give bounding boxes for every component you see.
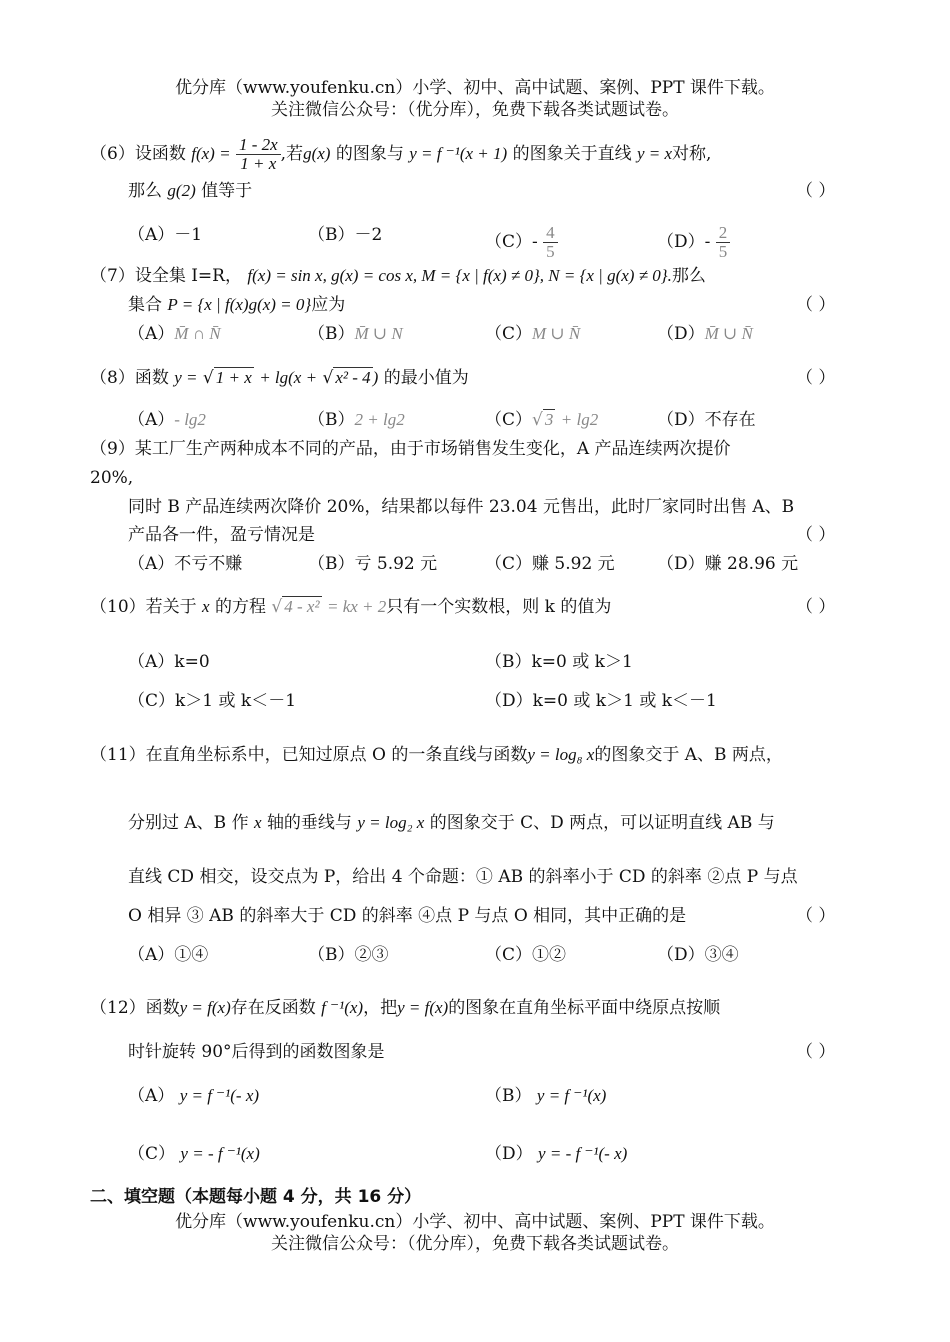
q8-answer-blank[interactable]: （ ） xyxy=(796,368,836,388)
q12-option-d[interactable]: （D） y = - f ⁻¹(- x) xyxy=(485,1144,628,1164)
q12-line-1: （12）函数y = f(x)存在反函数 f ⁻¹(x)，把y = f(x)的图象在直角坐标平面中绕原点按顺 xyxy=(90,998,721,1018)
q6-option-a[interactable]: （A）－1 xyxy=(128,225,203,245)
q12-option-a[interactable]: （A） y = f ⁻¹(- x) xyxy=(128,1086,260,1106)
q11-option-b[interactable]: （B）②③ xyxy=(308,945,389,965)
q9-option-b[interactable]: （B）亏 5.92 元 xyxy=(308,554,438,574)
q10-option-b[interactable]: （B）k=0 或 k＞1 xyxy=(485,652,633,672)
q7-answer-blank[interactable]: （ ） xyxy=(796,295,836,315)
q11-option-c[interactable]: （C）①② xyxy=(485,945,567,965)
q6-fraction: $\frac{1 - 2x}{1 + x}$ xyxy=(236,136,281,173)
q9-option-a[interactable]: （A）不亏不赚 xyxy=(128,554,243,574)
q11-option-a[interactable]: （A）①④ xyxy=(128,945,209,965)
q8-option-a[interactable]: （A）- lg2 xyxy=(128,410,206,430)
footer-line-2: 关注微信公众号：（优分库），免费下载各类试题试卷。 xyxy=(271,1234,679,1254)
q9-line-3: 同时 B 产品连续两次降价 20%，结果都以每件 23.04 元售出，此时厂家同时出售 A、B xyxy=(128,497,795,517)
q6-line-2: 那么 g(2) 值等于 xyxy=(128,181,253,201)
q6-option-b[interactable]: （B）－2 xyxy=(308,225,383,245)
q12-option-c[interactable]: （C） y = - f ⁻¹(x) xyxy=(128,1144,260,1164)
q11-line-1: （11）在直角坐标系中，已知过原点 O 的一条直线与函数y = log₈ x的图象交于 A、B 两点， xyxy=(90,745,783,765)
q6-option-c[interactable]: （C）- $\frac{4}{5}$ xyxy=(485,224,558,261)
header-line-1: 优分库（www.youfenku.cn）小学、初中、高中试题、案例、PPT 课件下载。 xyxy=(175,78,775,98)
q7-option-d[interactable]: （D）M̄ ∪ N̄ xyxy=(657,324,753,344)
q8-option-c[interactable]: （C）√ 3 + lg2 xyxy=(485,410,599,430)
q12-line-2: 时针旋转 90°后得到的函数图象是 xyxy=(128,1042,385,1062)
q12-answer-blank[interactable]: （ ） xyxy=(796,1042,836,1062)
q8-line-1: （8）函数 y = √ 1 + x + lg(x + √ x² - 4 ) 的最小值为 xyxy=(90,368,469,388)
q10-line-1: （10）若关于 x 的方程 √ 4 - x² = kx + 2只有一个实数根，则 k 的值为 xyxy=(90,597,612,617)
q10-answer-blank[interactable]: （ ） xyxy=(796,597,836,617)
q11-answer-blank[interactable]: （ ） xyxy=(796,906,836,926)
q11-line-2: 分别过 A、B 作 x 轴的垂线与 y = log₂ x 的图象交于 C、D 两点，可以证明直线 AB 与 xyxy=(128,813,775,833)
q7-option-b[interactable]: （B）M̄ ∪ N xyxy=(308,324,403,344)
q9-line-2: 20%, xyxy=(90,468,134,488)
q11-line-3: 直线 CD 相交，设交点为 P，给出 4 个命题：① AB 的斜率小于 CD 的斜率 ②点 P 与点 xyxy=(128,867,798,887)
q11-line-4: O 相异 ③ AB 的斜率大于 CD 的斜率 ④点 P 与点 O 相同，其中正确的是 xyxy=(128,906,687,926)
q7-option-c[interactable]: （C）M ∪ N̄ xyxy=(485,324,581,344)
q12-option-b[interactable]: （B） y = f ⁻¹(x) xyxy=(485,1086,607,1106)
q9-option-d[interactable]: （D）赚 28.96 元 xyxy=(657,554,799,574)
q6-option-d[interactable]: （D）- $\frac{2}{5}$ xyxy=(657,224,730,261)
q7-line-2: 集合 P = {x | f(x)g(x) = 0}应为 xyxy=(128,295,346,315)
q8-option-b[interactable]: （B）2 + lg2 xyxy=(308,410,405,430)
q6-answer-blank[interactable]: （ ） xyxy=(796,181,836,201)
q9-line-1: （9）某工厂生产两种成本不同的产品，由于市场销售发生变化，A 产品连续两次提价 xyxy=(90,439,731,459)
q9-line-4: 产品各一件，盈亏情况是 xyxy=(128,525,315,545)
q10-option-c[interactable]: （C）k＞1 或 k＜－1 xyxy=(128,691,297,711)
q10-option-d[interactable]: （D）k=0 或 k＞1 或 k＜－1 xyxy=(485,691,717,711)
q7-line-1: （7）设全集 I=R， f(x) = sin x, g(x) = cos x, M = {x | f(x) ≠ 0}, N = {x | g(x) ≠ 0}.那么 xyxy=(90,266,706,286)
q7-option-a[interactable]: （A）M̄ ∩ N̄ xyxy=(128,324,221,344)
q9-option-c[interactable]: （C）赚 5.92 元 xyxy=(485,554,615,574)
q11-option-d[interactable]: （D）③④ xyxy=(657,945,739,965)
q9-answer-blank[interactable]: （ ） xyxy=(796,525,836,545)
section-2-heading: 二、填空题（本题每小题 4 分，共 16 分） xyxy=(90,1187,422,1207)
q10-option-a[interactable]: （A）k=0 xyxy=(128,652,210,672)
header-line-2: 关注微信公众号：（优分库），免费下载各类试题试卷。 xyxy=(271,100,679,120)
q8-option-d[interactable]: （D）不存在 xyxy=(657,410,756,430)
footer-line-1: 优分库（www.youfenku.cn）小学、初中、高中试题、案例、PPT 课件下载。 xyxy=(175,1212,775,1232)
q6-line-1: （6）设函数 f(x) = $\frac{1 - 2x}{1 + x}$ ,若g(x) 的图象与 y = f ⁻¹(x + 1) 的图象关于直线 y = x对称, xyxy=(90,135,712,173)
